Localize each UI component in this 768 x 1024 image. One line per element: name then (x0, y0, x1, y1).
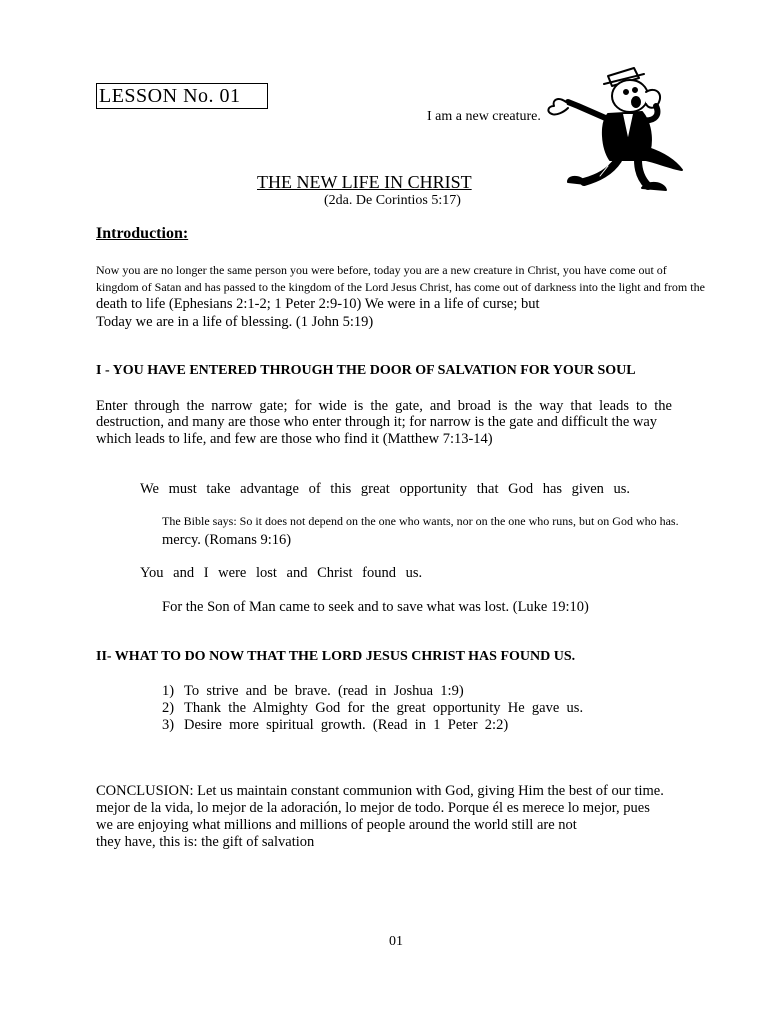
conclusion-line-1: CONCLUSION: Let us maintain constant communion with God, giving Him the best of our time. (96, 783, 664, 799)
intro-line-1: Now you are no longer the same person you were before, today you are a new creature in Christ, you have come out of (96, 263, 667, 277)
intro-line-4: Today we are in a life of blessing. (1 John 5:19) (96, 314, 374, 330)
romans-reference: mercy. (Romans 9:16) (162, 532, 292, 548)
list-item-text: To strive and be brave. (read in Joshua 1:9) (184, 683, 464, 699)
list-item-number: 2) (162, 700, 175, 716)
page-number: 01 (389, 934, 403, 949)
section-1-heading: I - YOU HAVE ENTERED THROUGH THE DOOR OF SALVATION FOR YOUR SOUL (96, 363, 636, 378)
list-item-number: 1) (162, 683, 175, 699)
conclusion-line-2: mejor de la vida, lo mejor de la adoración, lo mejor de todo. Porque él es merece lo mejor, pues (96, 800, 650, 816)
section-1-line-2: destruction, and many are those who enter through it; for narrow is the gate and difficult the way (96, 414, 658, 430)
list-item (162, 717, 508, 734)
bible-quote: The Bible says: So it does not depend on the one who wants, nor on the one who runs, but on God who has. (162, 514, 679, 528)
intro-line-3: death to life (Ephesians 2:1-2; 1 Peter 2:9-10) We were in a life of curse; but (96, 296, 540, 312)
list-item (162, 700, 583, 717)
page-subtitle: (2da. De Corintios 5:17) (324, 193, 461, 208)
list-item (162, 683, 464, 700)
conclusion-line-3: we are enjoying what millions and millions of people around the world still are not (96, 817, 577, 833)
section-1-line-3: which leads to life, and few are those who find it (Matthew 7:13-14) (96, 431, 493, 447)
conclusion-line-4: they have, this is: the gift of salvation (96, 834, 315, 850)
luke-quote: For the Son of Man came to seek and to save what was lost. (Luke 19:10) (162, 599, 589, 615)
opportunity-text: We must take advantage of this great opportunity that God has given us. (140, 481, 631, 497)
section-1-line-1: Enter through the narrow gate; for wide is the gate, and broad is the way that leads to the (96, 398, 672, 414)
section-2-heading: II- WHAT TO DO NOW THAT THE LORD JESUS CHRIST HAS FOUND US. (96, 649, 576, 664)
intro-heading: Introduction: (96, 225, 189, 242)
lost-text: You and I were lost and Christ found us. (140, 565, 423, 581)
intro-line-2: kingdom of Satan and has passed to the kingdom of the Lord Jesus Christ, has come out of darkness into the light and from the (96, 280, 705, 294)
caption-text: I am a new creature. (427, 109, 541, 124)
lesson-number-box: LESSON No. 01 (96, 83, 268, 109)
cartoon-man-illustration (538, 62, 688, 196)
list-item-text: Desire more spiritual growth. (Read in 1 Peter 2:2) (184, 717, 509, 733)
page-title: THE NEW LIFE IN CHRIST (257, 172, 472, 192)
list-item-text: Thank the Almighty God for the great opportunity He gave us. (184, 700, 584, 716)
list-item-number: 3) (162, 717, 175, 733)
